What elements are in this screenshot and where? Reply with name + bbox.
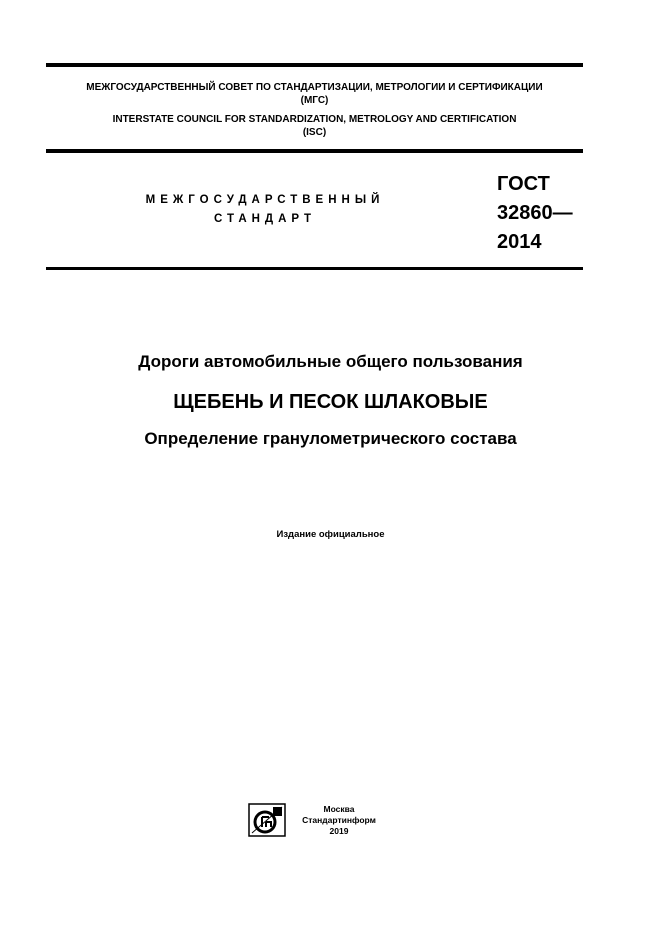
edition-label: Издание официальное	[276, 529, 385, 540]
document-title-line2: ЩЕБЕНЬ И ПЕСОК ШЛАКОВЫЕ	[173, 391, 488, 413]
publisher-year: 2019	[329, 826, 349, 836]
top-divider	[46, 63, 583, 67]
publisher-city: Москва	[323, 804, 355, 814]
bottom-divider	[46, 267, 583, 270]
standard-kind	[130, 191, 400, 229]
council-name-en-line1: INTERSTATE COUNCIL FOR STANDARDIZATION, METROLOGY AND CERTIFICATION	[112, 114, 517, 125]
council-name-ru-line1: МЕЖГОСУДАРСТВЕННЫЙ СОВЕТ ПО СТАНДАРТИЗАЦИИ, МЕТРОЛОГИИ И СЕРТИФИКАЦИИ	[86, 82, 543, 93]
document-title-line3: Определение гранулометрического состава	[144, 429, 517, 448]
gost-number: 32860—	[497, 202, 573, 224]
document-title-line1: Дороги автомобильные общего пользования	[138, 352, 523, 371]
gost-year: 2014	[497, 231, 542, 253]
gost-prefix: ГОСТ	[497, 173, 550, 195]
council-name-en	[46, 113, 583, 139]
middle-divider	[46, 149, 583, 153]
council-abbr-en: (ISC)	[302, 127, 327, 138]
publisher-name: Стандартинформ	[302, 815, 376, 825]
publisher-block	[296, 804, 382, 837]
standard-kind-line2: СТАНДАРТ	[214, 213, 316, 225]
standard-kind-line1: МЕЖГОСУДАРСТВЕННЫЙ	[145, 194, 385, 206]
council-name-ru	[46, 81, 583, 107]
standartinform-logo-icon	[248, 803, 286, 837]
council-abbr-ru: (МГС)	[300, 95, 329, 106]
gost-designation	[497, 170, 573, 257]
